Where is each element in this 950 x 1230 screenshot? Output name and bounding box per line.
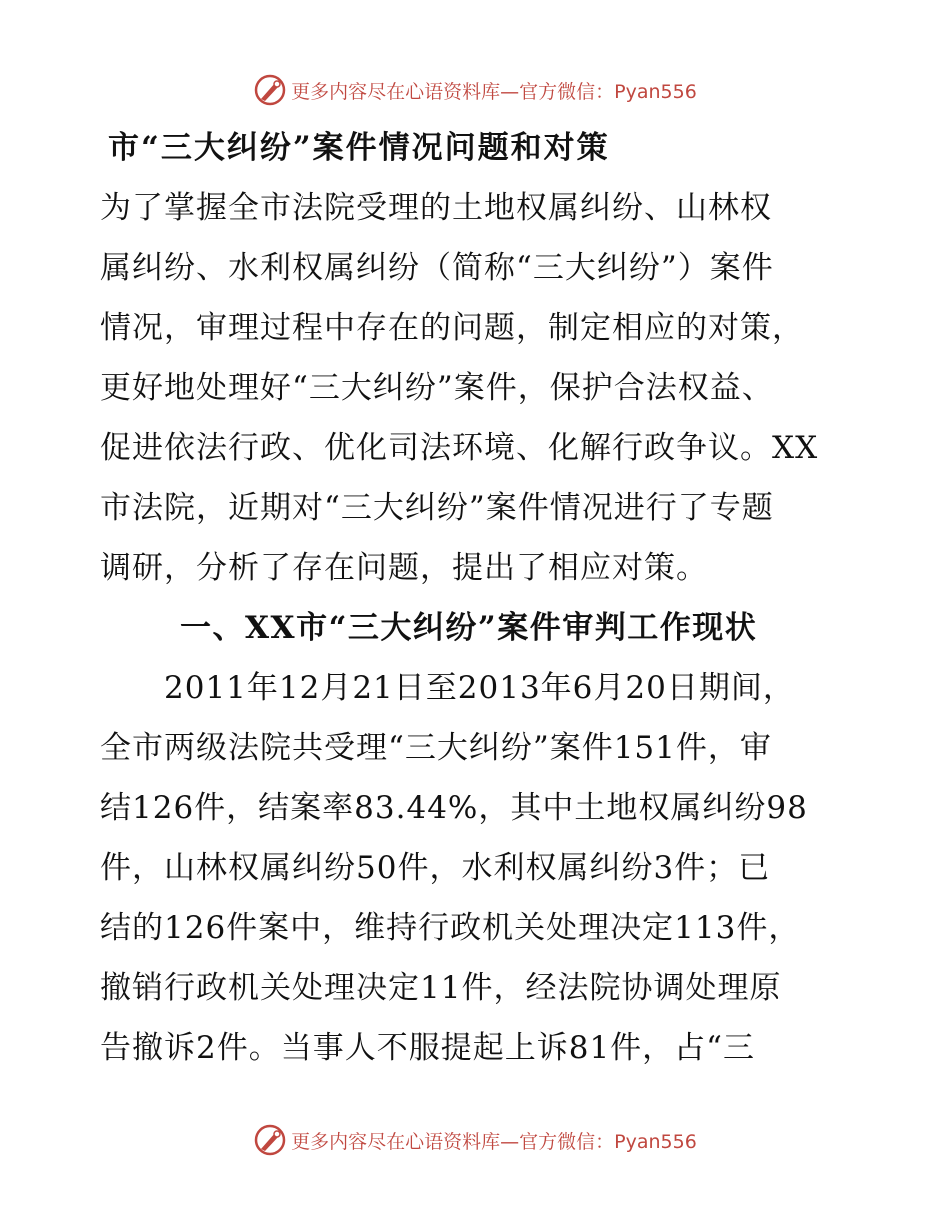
pen-logo-icon xyxy=(253,1123,287,1157)
section1-line: 结126件，结案率83.44%，其中土地权属纠纷98 xyxy=(100,790,808,826)
section1-line: 撤销行政机关处理决定11件，经法院协调处理原 xyxy=(100,970,782,1006)
section1-line: 2011年12月21日至2013年6月20日期间， xyxy=(100,670,795,706)
pen-logo-icon xyxy=(253,73,287,107)
watermark-text: 更多内容尽在心语资料库—官方微信：Pyan556 xyxy=(291,80,697,103)
intro-line: 为了掌握全市法院受理的土地权属纠纷、山林权 xyxy=(100,190,772,226)
section1-line: 件，山林权属纠纷50件，水利权属纠纷3件；已 xyxy=(100,850,771,886)
intro-line: 市法院，近期对“三大纠纷”案件情况进行了专题 xyxy=(100,490,774,526)
intro-paragraph xyxy=(100,178,855,598)
section1-line: 结的126件案中，维持行政机关处理决定113件， xyxy=(100,910,801,946)
intro-line: 调研，分析了存在问题，提出了相应对策。 xyxy=(100,550,708,586)
intro-line: 更好地处理好“三大纠纷”案件，保护合法权益、 xyxy=(100,370,774,406)
section1-line: 全市两级法院共受理“三大纠纷”案件151件，审 xyxy=(100,730,772,766)
footer-watermark xyxy=(0,1120,950,1160)
intro-line: 属纠纷、水利权属纠纷（简称“三大纠纷”）案件 xyxy=(100,250,774,286)
section1-line: 告撤诉2件。当事人不服提起上诉81件，占“三 xyxy=(100,1030,756,1066)
section-heading: 一、XX市“三大纠纷”案件审判工作现状 xyxy=(180,610,758,646)
document-title: 市“三大纠纷”案件情况问题和对策 xyxy=(108,130,610,166)
header-watermark xyxy=(0,70,950,110)
watermark-text: 更多内容尽在心语资料库—官方微信：Pyan556 xyxy=(291,1130,697,1153)
intro-line: 情况，审理过程中存在的问题，制定相应的对策， xyxy=(100,310,804,346)
section1-paragraph xyxy=(100,658,855,1078)
document-body xyxy=(100,118,855,1078)
intro-line: 促进依法行政、优化司法环境、化解行政争议。XX xyxy=(100,430,819,466)
